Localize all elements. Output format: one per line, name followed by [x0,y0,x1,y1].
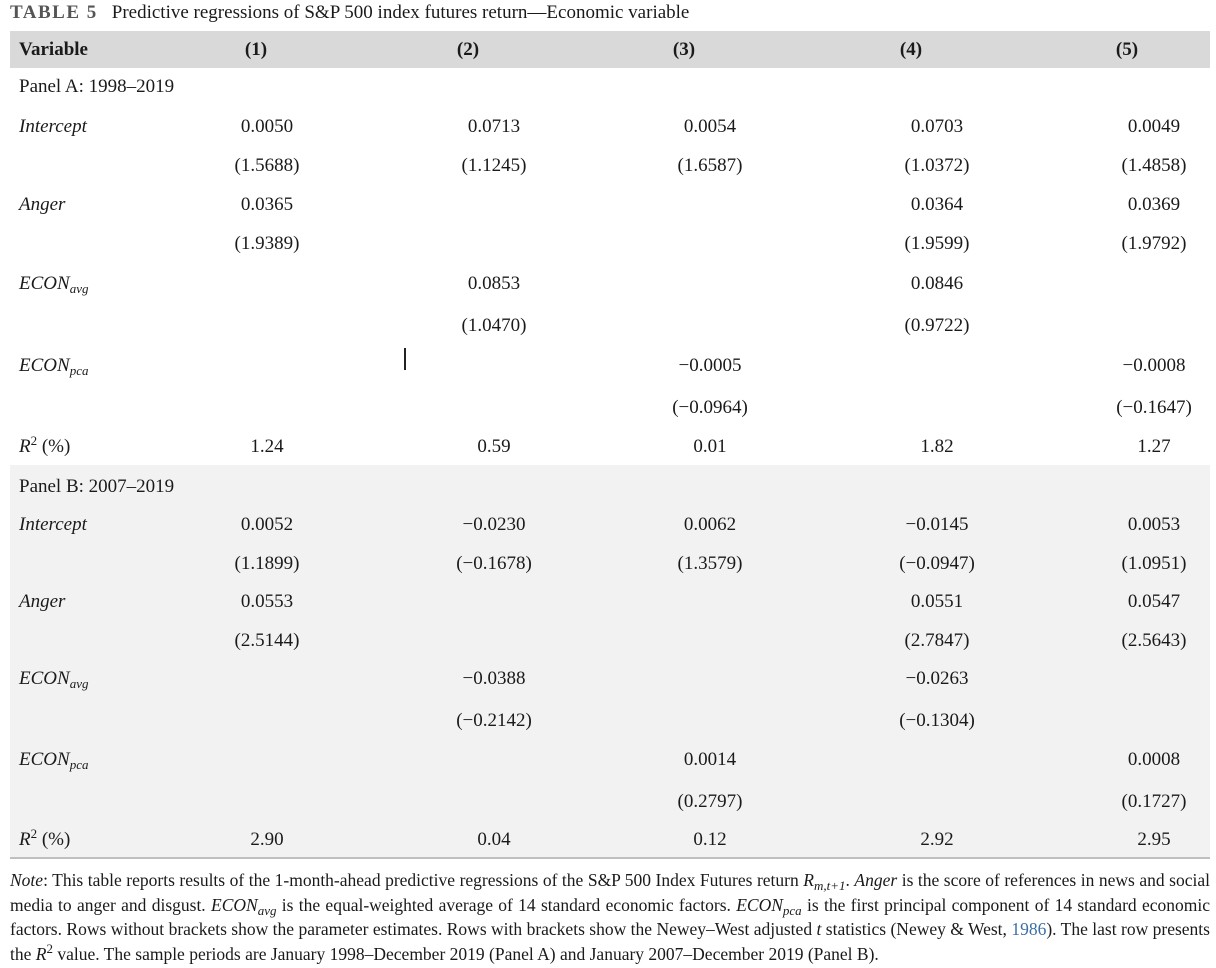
table-cell: 0.01 [693,436,727,457]
table-cell: 0.0052 [240,514,294,535]
var-anger-a: Anger [19,194,66,215]
var-r2-b: $R^2$ (%) [19,826,71,850]
table-cell: 0.0553 [240,591,294,612]
table-cell: (1.5688) [234,155,300,176]
table-cell: (1.9599) [904,233,970,254]
header-col-2: (2) [456,39,480,60]
table-cell: 1.27 [1137,436,1171,457]
table-cell: (−0.1304) [899,710,975,731]
table-cell: 0.04 [477,829,511,850]
header-col-1: (1) [244,39,268,60]
table-cell: (1.0470) [461,315,527,336]
table-cell: 0.0054 [683,116,737,137]
table-cell: 0.0369 [1127,194,1181,215]
table-cell: 0.0062 [683,514,737,535]
table-cell: −0.0230 [462,514,526,535]
table-cell: (−0.0964) [672,397,748,418]
table-cell: (1.4858) [1121,155,1187,176]
header-col-4: (4) [899,39,923,60]
table-cell: 0.0053 [1127,514,1181,535]
table-cell: 0.0014 [683,749,737,770]
table-cell: 0.12 [693,829,727,850]
table-cell: (1.6587) [677,155,743,176]
table-cell: (2.5643) [1121,630,1187,651]
var-econ-avg-a: $ECON_{avg}$ [19,273,89,296]
table-bottom-rule [10,857,1210,859]
var-econ-avg-b: $ECON_{avg}$ [19,668,89,691]
table-cell: 0.59 [477,436,511,457]
table-cell: −0.0145 [905,514,969,535]
table-cell: (0.2797) [677,791,743,812]
var-anger-b: Anger [19,591,66,612]
text-cursor [404,348,406,370]
table-cell: 0.0008 [1127,749,1181,770]
header-variable: Variable [19,39,88,60]
table-header [10,31,1210,68]
table-cell: (2.7847) [904,630,970,651]
table-cell: (1.3579) [677,553,743,574]
table-title: Predictive regressions of S&P 500 index futures return—Economic variable [111,2,690,23]
table-cell: 0.0365 [240,194,294,215]
table-cell: 0.0547 [1127,591,1181,612]
table-cell: 1.24 [250,436,284,457]
panel-b-title: Panel B: 2007–2019 [19,476,175,497]
var-r2-a: $R^2$ (%) [19,433,71,457]
var-econ-pca-b: $ECON_{pca}$ [19,749,89,772]
table-cell: (−0.2142) [456,710,532,731]
table-cell: −0.0388 [462,668,526,689]
panel-a-title: Panel A: 1998–2019 [19,76,175,97]
table-cell: (−0.0947) [899,553,975,574]
table-cell: (−0.1678) [456,553,532,574]
var-intercept-b: Intercept [19,514,87,535]
table-cell: (1.1899) [234,553,300,574]
header-col-3: (3) [672,39,696,60]
table-cell: (1.9389) [234,233,300,254]
table-label: TABLE 5 [10,2,98,23]
table-cell: −0.0005 [678,355,742,376]
table-cell: (−0.1647) [1116,397,1192,418]
table-cell: −0.0008 [1122,355,1186,376]
table-cell: (1.1245) [461,155,527,176]
table-cell: 0.0551 [910,591,964,612]
table-cell: 0.0853 [467,273,521,294]
table-note: Note: This table reports results of the 1-month-ahead predictive regressions of the S&P 500 Index Futures return $R_{m,t+1}$. Anger is the score of references in news and social media to anger and disgust. $ECON_{avg}$ is the equal-weighted average of 14 standard economic factors. $ECON_{pca}$ is the first principal component of 14 standard economic factors. Rows without brackets show the parameter estimates. Rows with brackets show the Newey–West adjusted t statistics (Newey & West, 1986). The last row presents the $R^2$ value. The sample periods are January 1998–December 2019 (Panel A) and January 2007–December 2019 (Panel B). [10,870,1210,964]
table-cell: 1.82 [920,436,954,457]
table-cell: 2.90 [250,829,284,850]
table-cell: (1.0372) [904,155,970,176]
table-cell: 0.0364 [910,194,964,215]
table-cell: 0.0703 [910,116,964,137]
panel-b-background [10,465,1210,859]
table-cell: (2.5144) [234,630,300,651]
table-cell: 0.0846 [910,273,964,294]
table-cell: 2.95 [1137,829,1171,850]
table-cell: 0.0713 [467,116,521,137]
table-cell: 0.0049 [1127,116,1181,137]
table-cell: (1.0951) [1121,553,1187,574]
table-cell: 0.0050 [240,116,294,137]
table-cell: −0.0263 [905,668,969,689]
var-econ-pca-a: $ECON_{pca}$ [19,355,89,378]
header-col-5: (5) [1115,39,1139,60]
table-cell: 2.92 [920,829,954,850]
citation-link[interactable]: 1986 [1011,919,1047,939]
table-caption [10,0,689,26]
var-intercept-a: Intercept [19,116,87,137]
table-cell: (0.1727) [1121,791,1187,812]
table-cell: (0.9722) [904,315,970,336]
table-cell: (1.9792) [1121,233,1187,254]
